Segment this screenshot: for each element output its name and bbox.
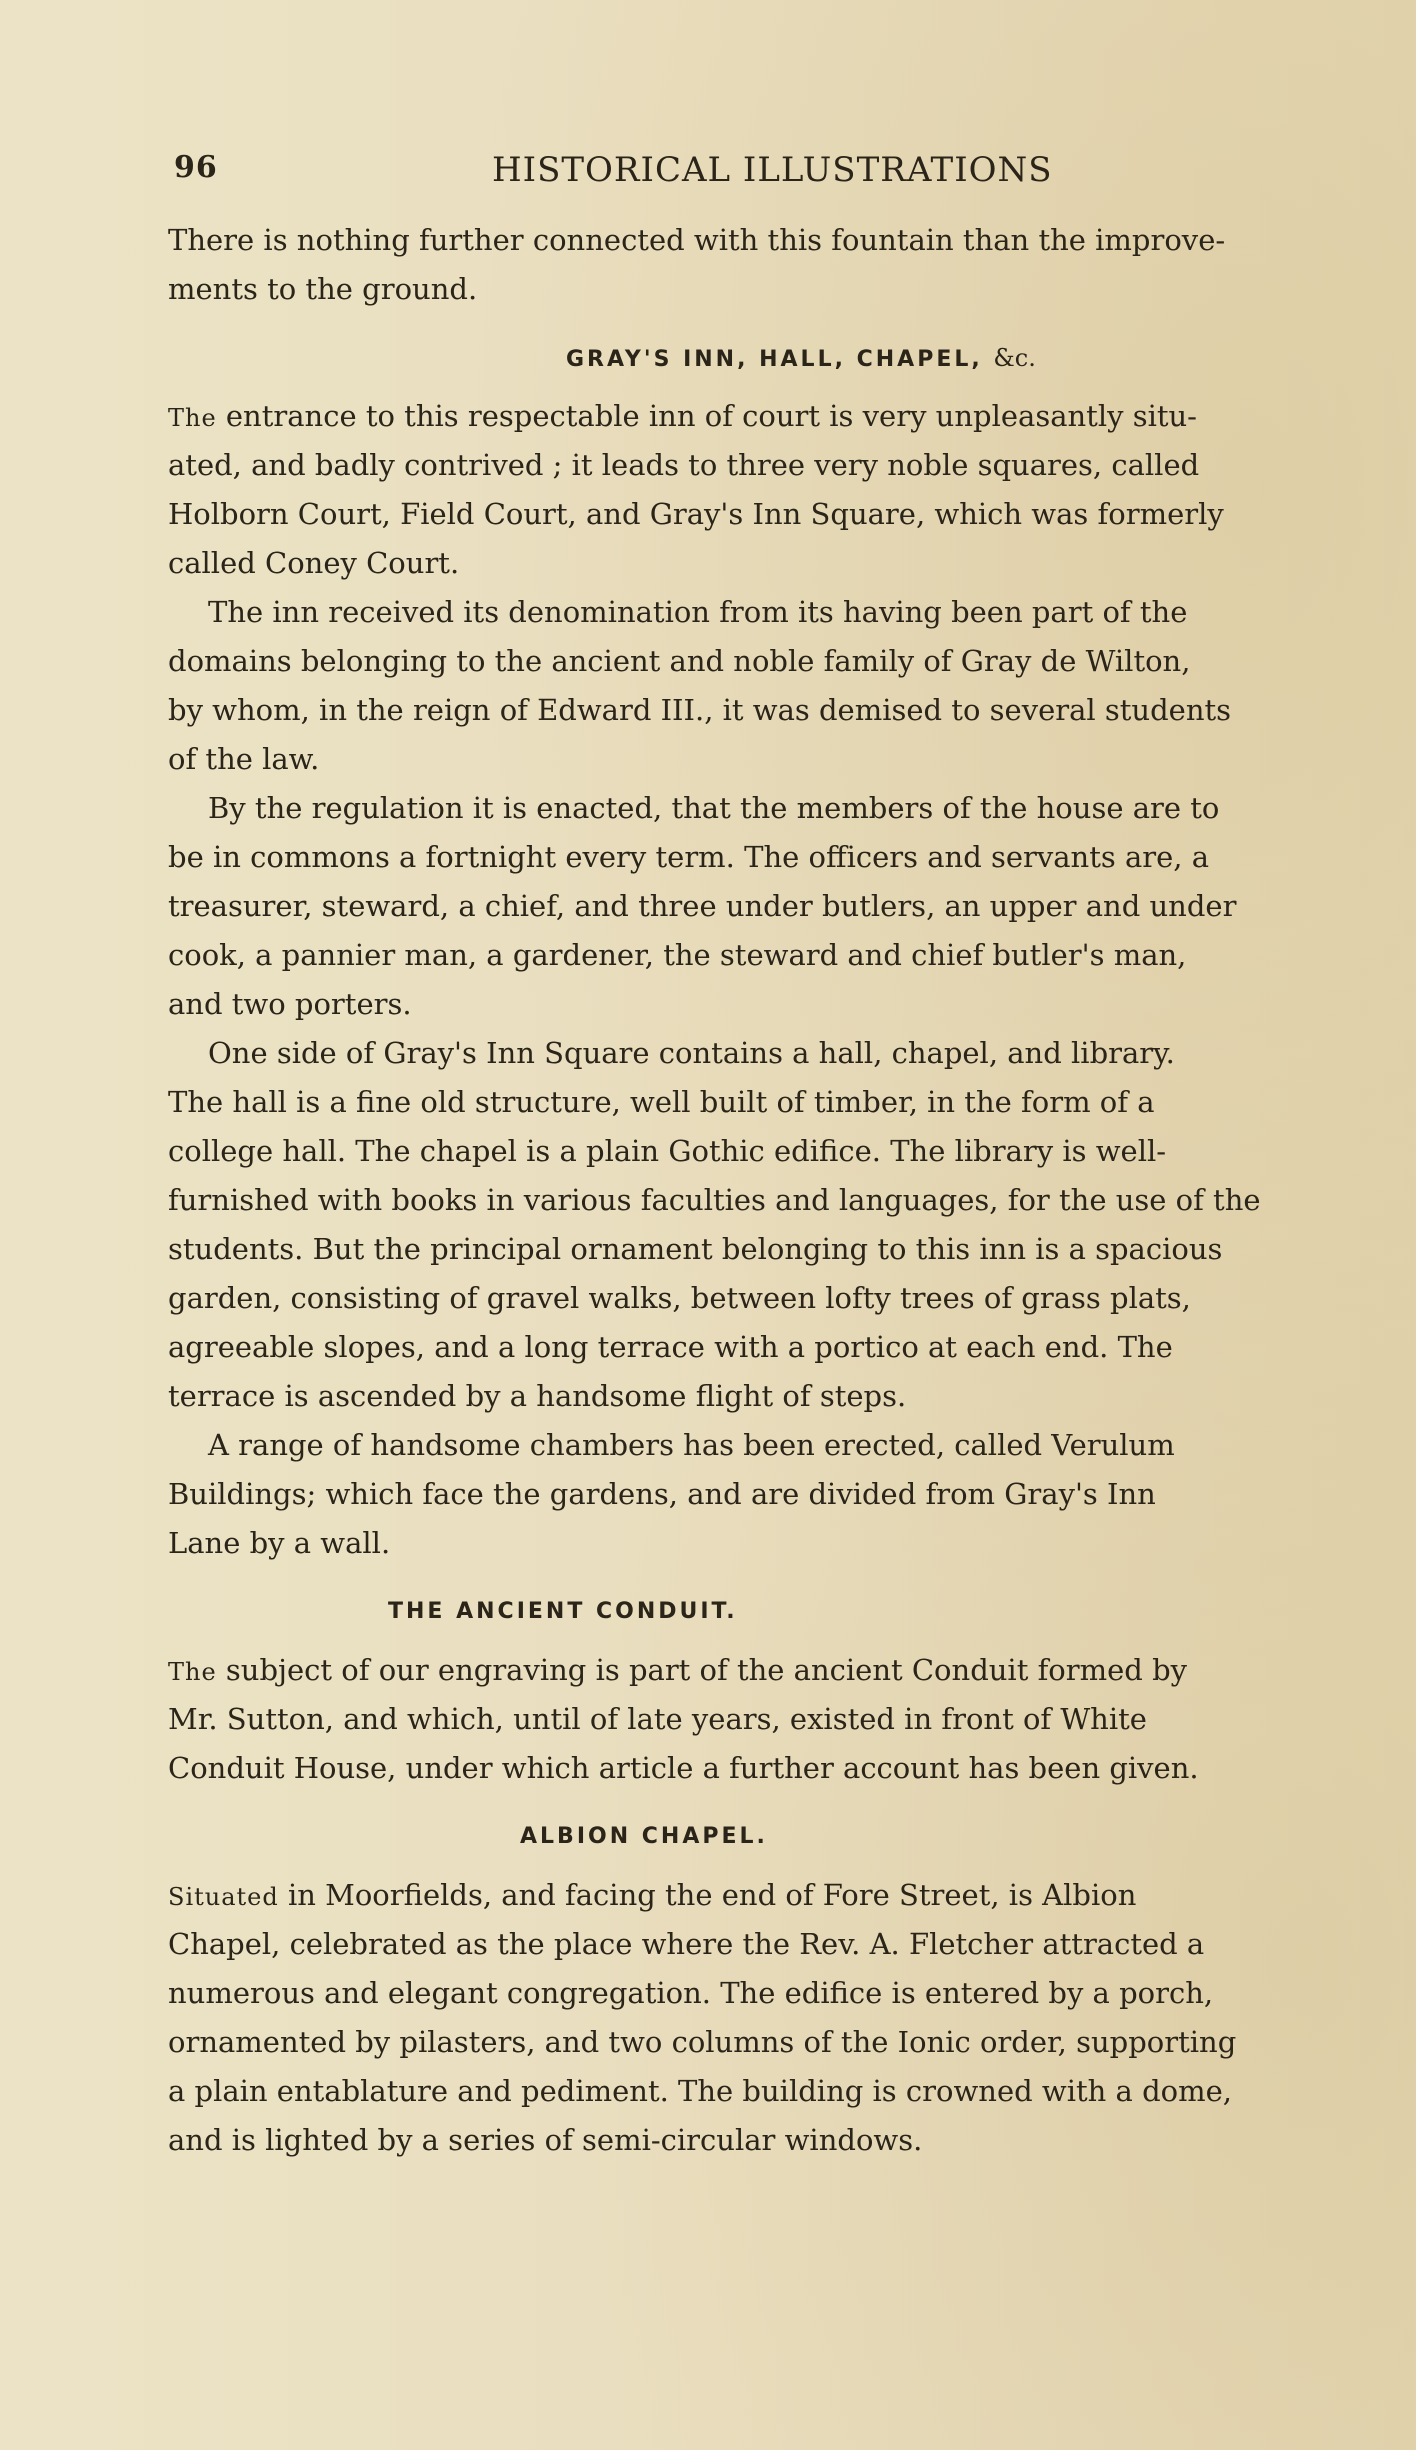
- paragraph-line: called Coney Court.: [168, 546, 460, 580]
- paragraph-line: Buildings; which face the gardens, and are divided from Gray's Inn: [168, 1477, 1156, 1511]
- lead-word: The: [168, 404, 217, 432]
- paragraph-line: Chapel, celebrated as the place where the Rev. A. Fletcher attracted a: [168, 1927, 1205, 1961]
- paragraph-line: Holborn Court, Field Court, and Gray's Inn Square, which was formerly: [168, 497, 1224, 531]
- paragraph-first-line: [168, 1646, 1368, 1695]
- paragraph-line: furnished with books in various faculties and languages, for the use of the: [168, 1183, 1261, 1217]
- paragraph-line: domains belonging to the ancient and noble family of Gray de Wilton,: [168, 644, 1191, 678]
- paragraph-line: and is lighted by a series of semi-circular windows.: [168, 2123, 923, 2157]
- page-body: [168, 216, 1368, 2165]
- paragraph-line: and two porters.: [168, 987, 412, 1021]
- paragraph-line: terrace is ascended by a handsome flight of steps.: [168, 1379, 907, 1413]
- paragraph-line: ated, and badly contrived ; it leads to three very noble squares, called: [168, 448, 1200, 482]
- paragraph-line: The hall is a fine old structure, well built of timber, in the form of a: [168, 1085, 1155, 1119]
- paragraph-line: be in commons a fortnight every term. The officers and servants are, a: [168, 840, 1210, 874]
- paragraph-line: college hall. The chapel is a plain Gothic edifice. The library is well-: [168, 1134, 1167, 1168]
- paragraph-line: of the law.: [168, 742, 320, 776]
- running-head: HISTORICAL ILLUSTRATIONS: [492, 150, 1053, 190]
- paragraph-line: numerous and elegant congregation. The edifice is entered by a porch,: [168, 1976, 1214, 2010]
- paragraph-line: Lane by a wall.: [168, 1526, 391, 1560]
- paragraph-line: a plain entablature and pediment. The building is crowned with a dome,: [168, 2074, 1232, 2108]
- paragraph-line: treasurer, steward, a chief, and three under butlers, an upper and under: [168, 889, 1237, 923]
- paragraph-line: A range of handsome chambers has been erected, called Verulum: [208, 1428, 1175, 1462]
- line-text: entrance to this respectable inn of court is very unpleasantly situ-: [216, 399, 1197, 433]
- paragraph-line: The inn received its denomination from its having been part of the: [208, 595, 1188, 629]
- paragraph-line: ornamented by pilasters, and two columns of the Ionic order, supporting: [168, 2025, 1237, 2059]
- section-title-text: GRAY'S INN, HALL, CHAPEL,: [566, 347, 983, 372]
- paragraph-line: cook, a pannier man, a gardener, the steward and chief butler's man,: [168, 938, 1187, 972]
- paragraph-line: One side of Gray's Inn Square contains a hall, chapel, and library.: [208, 1036, 1175, 1070]
- section-title-suffix: &c.: [993, 344, 1036, 372]
- section-title-albion-chapel: ALBION CHAPEL.: [520, 1824, 768, 1849]
- lead-word: Situated: [168, 1883, 279, 1911]
- paragraph-line: students. But the principal ornament belonging to this inn is a spacious: [168, 1232, 1223, 1266]
- paragraph-first-line: [168, 1871, 1368, 1920]
- section-title-ancient-conduit: THE ANCIENT CONDUIT.: [388, 1599, 738, 1624]
- paragraph-line: By the regulation it is enacted, that the members of the house are to: [208, 791, 1220, 825]
- paragraph-line: agreeable slopes, and a long terrace with a portico at each end. The: [168, 1330, 1173, 1364]
- line-text: in Moorfields, and facing the end of Fore Street, is Albion: [278, 1878, 1137, 1912]
- page-header: [168, 150, 1218, 194]
- paragraph-line: by whom, in the reign of Edward III., it was demised to several students: [168, 693, 1232, 727]
- page-number: 96: [174, 150, 218, 185]
- paragraph-line: Mr. Sutton, and which, until of late years, existed in front of White: [168, 1702, 1147, 1736]
- paragraph-line: garden, consisting of gravel walks, between lofty trees of grass plats,: [168, 1281, 1191, 1315]
- paragraph-line: Conduit House, under which article a further account has been given.: [168, 1751, 1199, 1785]
- intro-line: There is nothing further connected with this fountain than the improve-: [168, 223, 1226, 257]
- intro-line: ments to the ground.: [168, 272, 478, 306]
- lead-word: The: [168, 1658, 217, 1686]
- section-title-grays-inn: [168, 338, 1368, 378]
- line-text: subject of our engraving is part of the ancient Conduit formed by: [216, 1653, 1188, 1687]
- paragraph-first-line: [168, 392, 1368, 441]
